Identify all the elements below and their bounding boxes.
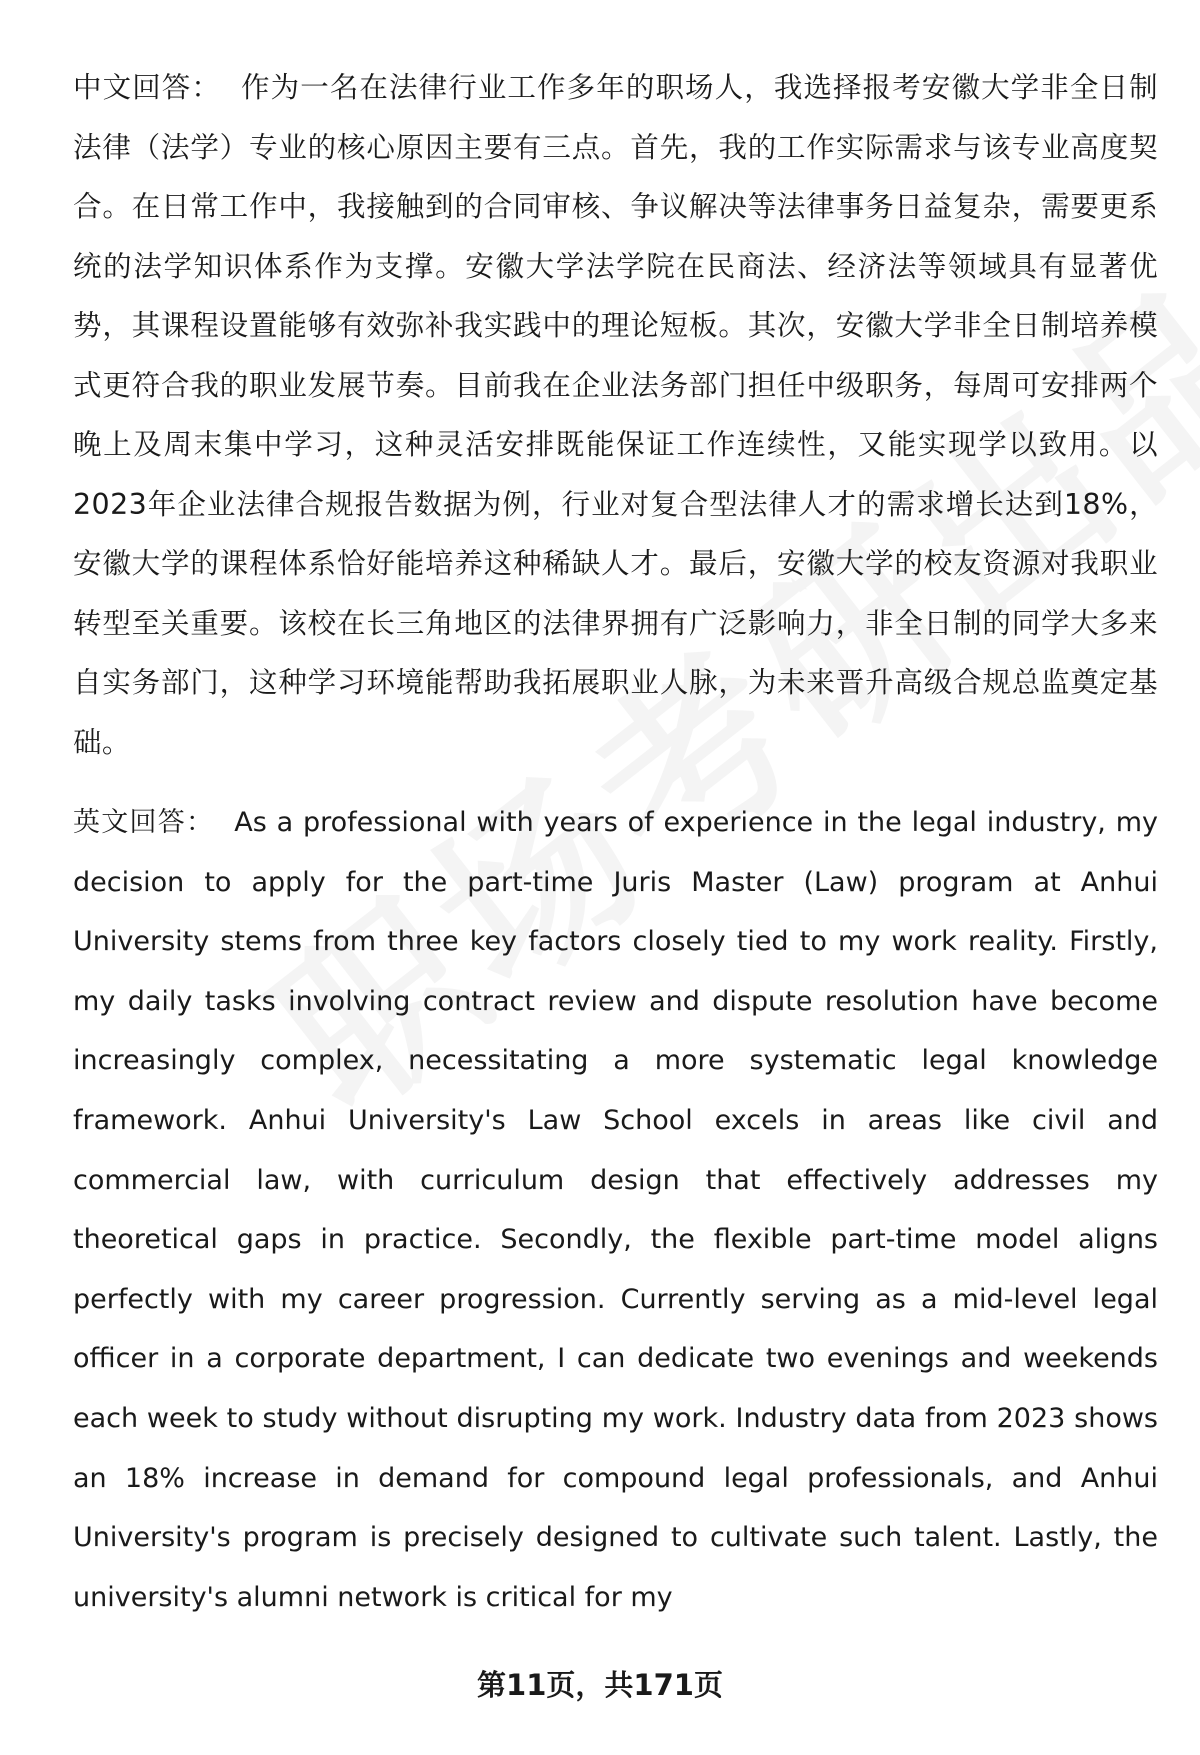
english-answer-text: As a professional with years of experience in the legal industry, my decision to apply for the part-time Juris Master (Law) program at Anhui University stems from three key factors closely tied to my work reality. Firstly, my daily tasks involving contract review and dispute resolution have become increasingly complex, necessitating a more systematic legal knowledge framework. Anhui University's Law School excels in areas like civil and commercial law, with curriculum design that effectively addresses my theoretical gaps in practice. Secondly, the flexible part-time model aligns perfectly with my career progression. Currently serving as a mid-level legal officer in a corporate department, I can dedicate two evenings and weekends each week to study without disrupting my work. Industry data from 2023 shows an 18% increase in demand for compound legal professionals, and Anhui University's program is precisely designed to cultivate such talent. Lastly, the university's alumni network is critical for my bbox=[73, 807, 1159, 1613]
english-answer-paragraph bbox=[73, 793, 1158, 1627]
document-body bbox=[73, 58, 1158, 1627]
page-number-footer: 第11页，共171页 bbox=[477, 1668, 723, 1702]
english-answer-label: 英文回答： bbox=[73, 807, 215, 838]
chinese-answer-text: 作为一名在法律行业工作多年的职场人，我选择报考安徽大学非全日制法律（法学）专业的核心原因主要有三点。首先，我的工作实际需求与该专业高度契合。在日常工作中，我接触到的合同审核、争议解决等法律事务日益复杂，需要更系统的法学知识体系作为支撑。安徽大学法学院在民商法、经济法等领域具有显著优势，其课程设置能够有效弥补我实践中的理论短板。其次，安徽大学非全日制培养模式更符合我的职业发展节奏。目前我在企业法务部门担任中级职务，每周可安排两个晚上及周末集中学习，这种灵活安排既能保证工作连续性，又能实现学以致用。以2023年企业法律合规报告数据为例，行业对复合型法律人才的需求增长达到18%，安徽大学的课程体系恰好能培养这种稀缺人才。最后，安徽大学的校友资源对我职业转型至关重要。该校在长三角地区的法律界拥有广泛影响力，非全日制的同学大多来自实务部门，这种学习环境能帮助我拓展职业人脉，为未来晋升高级合规总监奠定基础。 bbox=[73, 71, 1158, 759]
chinese-answer-label: 中文回答： bbox=[73, 71, 222, 104]
chinese-answer-paragraph bbox=[73, 58, 1158, 772]
